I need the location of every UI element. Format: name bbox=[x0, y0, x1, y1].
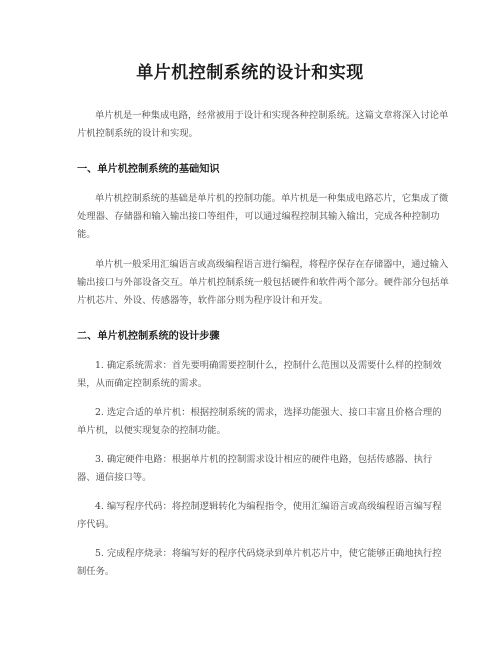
basics-paragraph-2: 单片机一般采用汇编语言或高级编程语言进行编程，将程序保存在存储器中，通过输入输出接口与外部设备交互。单片机控制系统一般包括硬件和软件两个部分。硬件部分包括单片机芯片、外设、传感器等，软件部分则为程序设计和开发。 bbox=[77, 259, 449, 306]
section-heading-basics: 一、单片机控制系统的基础知识 bbox=[77, 164, 220, 175]
basics-paragraph-1: 单片机控制系统的基础是单片机的控制功能。单片机是一种集成电路芯片，它集成了微处理器、存储器和输入输出接口等组件，可以通过编程控制其输入输出，完成各种控制功能。 bbox=[77, 193, 449, 240]
design-step-2: 2. 选定合适的单片机：根据控制系统的需求，选择功能强大、接口丰富且价格合理的单片机，以便实现复杂的控制功能。 bbox=[77, 407, 442, 436]
section-heading-design-steps: 二、单片机控制系统的设计步骤 bbox=[77, 331, 220, 342]
design-step-5: 5. 完成程序烧录：将编写好的程序代码烧录到单片机芯片中，使它能够正确地执行控制任务。 bbox=[77, 548, 442, 577]
design-step-3: 3. 确定硬件电路：根据单片机的控制需求设计相应的硬件电路，包括传感器、执行器、通信接口等。 bbox=[77, 454, 433, 483]
design-steps-list bbox=[77, 357, 450, 581]
design-step-1: 1. 确定系统需求：首先要明确需要控制什么，控制什么范围以及需要什么样的控制效果，从而确定控制系统的需求。 bbox=[77, 360, 442, 389]
intro-paragraph: 单片机是一种集成电路，经常被用于设计和实现各种控制系统。这篇文章将深入讨论单片机控制系统的设计和实现。 bbox=[77, 110, 449, 139]
document-title: 单片机控制系统的设计和实现 bbox=[136, 63, 364, 83]
design-step-4: 4. 编写程序代码：将控制逻辑转化为编程指令，使用汇编语言或高级编程语言编写程序代码。 bbox=[77, 501, 442, 530]
